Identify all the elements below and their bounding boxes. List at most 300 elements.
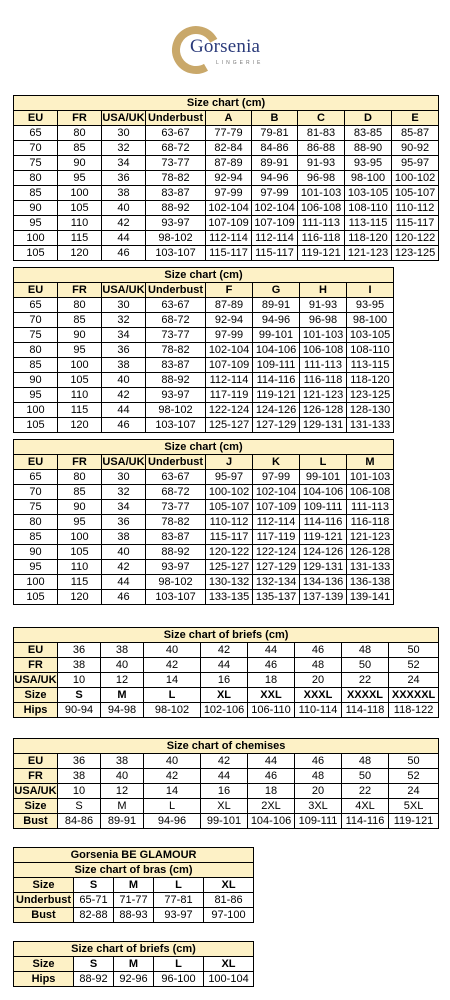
table-cell: 112-114 [253,515,300,530]
table-cell: XL [201,799,248,814]
table-cell: 100 [14,231,58,246]
table-cell: 106-110 [248,703,295,718]
table-row [14,403,394,418]
table-cell: 96-98 [300,313,347,328]
table-cell: 117-119 [206,388,253,403]
table-cell: 95 [58,515,102,530]
table-cell: 137-139 [300,590,347,605]
table-cell: 110 [58,388,102,403]
table-cell: 90 [14,545,58,560]
table-cell: 110 [58,560,102,575]
table-cell: 18 [248,784,295,799]
table-cell: 84-86 [252,141,298,156]
table-cell: 93-97 [154,908,204,923]
column-header: Underbust [146,111,206,126]
table-cell: 129-131 [300,418,347,433]
table-cell: 94-96 [252,171,298,186]
table-cell: 98-100 [347,313,394,328]
table-cell: 38 [102,186,146,201]
table-cell: 88-92 [146,373,206,388]
glamour-briefs-size-chart [13,941,254,987]
table-cell: L [144,799,201,814]
table-cell: 119-121 [389,814,439,829]
table-cell: 119-121 [253,388,300,403]
table-cell: 77-79 [206,126,252,141]
table-cell: 119-121 [300,530,347,545]
table-cell: 135-137 [253,590,300,605]
table-cell: 127-129 [253,560,300,575]
table-cell: 20 [295,784,342,799]
table-cell: 68-72 [146,313,206,328]
table-cell: 115-117 [206,246,252,261]
table-cell: 103-107 [146,418,206,433]
table-cell: 85-87 [392,126,439,141]
table-cell: 50 [389,754,439,769]
table-cell: 90 [14,373,58,388]
table-cell: 94-96 [253,313,300,328]
table-cell: 93-97 [146,388,206,403]
table-cell: 2XL [248,799,295,814]
table-cell: 115 [58,575,102,590]
table-row [14,358,394,373]
table-header-row [14,111,439,126]
table-title: Size chart of chemises [14,739,439,754]
table-cell: 102-104 [206,201,252,216]
table-title: Size chart (cm) [14,440,394,455]
table-cell: 91-93 [298,156,345,171]
row-header: Bust [14,814,58,829]
table-cell: 36 [102,171,146,186]
table-cell: 97-99 [252,186,298,201]
table-cell: 95-97 [392,156,439,171]
table-cell: 113-115 [345,216,392,231]
table-title-row [14,440,394,455]
table-cell: 100 [58,530,102,545]
table-cell: 105-107 [392,186,439,201]
column-header: FR [58,111,102,126]
table-cell: S [58,799,101,814]
table-title: Size chart (cm) [14,96,439,111]
row-header: Hips [14,703,58,718]
table-cell: 126-128 [347,545,394,560]
table-cell: 114-116 [253,373,300,388]
table-cell: 40 [144,643,201,658]
row-header: Size [14,957,74,972]
table-cell: 118-120 [347,373,394,388]
table-cell: 95 [58,343,102,358]
table-cell: 117-119 [253,530,300,545]
table-cell: 68-72 [146,485,206,500]
table-cell: 131-133 [347,418,394,433]
table-cell: 120 [58,418,102,433]
table-cell: 132-134 [253,575,300,590]
table-cell: 80 [58,126,102,141]
table-cell: 12 [101,784,144,799]
table-cell: 111-113 [347,500,394,515]
row-header: Size [14,878,74,893]
table-cell: 40 [101,658,144,673]
column-header: C [298,111,345,126]
table-row [14,908,254,923]
table-cell: 110 [58,216,102,231]
table-cell: 131-133 [347,560,394,575]
table-cell: 14 [144,784,201,799]
table-cell: XL [201,688,248,703]
table-cell: 48 [295,769,342,784]
table-cell: 3XL [295,799,342,814]
table-row [14,545,394,560]
table-cell: M [101,799,144,814]
table-cell: 95 [14,560,58,575]
table-cell: 91-93 [300,298,347,313]
table-row [14,799,439,814]
table-cell: 98-102 [146,231,206,246]
table-title-row [14,268,394,283]
table-cell: 78-82 [146,343,206,358]
column-header: I [347,283,394,298]
table-cell: 95 [58,171,102,186]
table-row [14,231,439,246]
table-cell: 101-103 [347,470,394,485]
table-cell: 115-117 [252,246,298,261]
brand-logo [170,22,280,82]
table-cell: 121-123 [345,246,392,261]
table-cell: XXXXXL [389,688,439,703]
column-header: D [345,111,392,126]
table-cell: 90 [14,201,58,216]
table-cell: 120 [58,590,102,605]
table-cell: 77-81 [154,893,204,908]
table-cell: 65 [14,298,58,313]
table-row [14,343,394,358]
table-cell: 85 [14,186,58,201]
table-row [14,470,394,485]
table-cell: 46 [102,246,146,261]
table-cell: 105 [14,418,58,433]
table-cell: 40 [144,754,201,769]
table-cell: 98-102 [146,403,206,418]
table-cell: 90 [58,156,102,171]
table-cell: 30 [102,298,146,313]
table-cell: 126-128 [300,403,347,418]
table-cell: 104-106 [248,814,295,829]
column-header: FR [58,283,102,298]
table-row [14,784,439,799]
table-row [14,201,439,216]
table-cell: 106-108 [298,201,345,216]
table-header-row [14,455,394,470]
column-header: USA/UK [102,112,145,124]
table-title-row [14,863,254,878]
table-row [14,246,439,261]
table-row [14,688,439,703]
table-row [14,814,439,829]
table-cell: 100-102 [206,485,253,500]
table-cell: 48 [342,643,389,658]
table-cell: 95 [14,388,58,403]
table-cell: 80 [14,515,58,530]
table-cell: 127-129 [253,418,300,433]
table-cell: 102-104 [206,343,253,358]
table-cell: 32 [102,313,146,328]
table-cell: 100 [14,403,58,418]
table-cell: 46 [102,418,146,433]
table-row [14,388,394,403]
table-cell: 50 [342,658,389,673]
table-cell: 42 [102,388,146,403]
table-cell: 120-122 [392,231,439,246]
table-cell: S [74,878,114,893]
table-cell: XL [204,878,254,893]
table-row [14,560,394,575]
table-row [14,530,394,545]
column-header: Underbust [146,283,206,298]
table-cell: 83-87 [146,530,206,545]
table-cell: 116-118 [347,515,394,530]
table-row [14,156,439,171]
column-header: USA/UK [102,456,145,468]
table-cell: 99-101 [300,470,347,485]
table-cell: 120 [58,246,102,261]
table-cell: 30 [102,126,146,141]
table-cell: 98-102 [146,575,206,590]
table-cell: 125-127 [206,418,253,433]
table-cell: 103-107 [146,246,206,261]
table-cell: 100 [58,186,102,201]
table-cell: 52 [389,658,439,673]
table-title: Size chart of briefs (cm) [14,628,439,643]
table-row [14,957,254,972]
table-cell: 81-86 [204,893,254,908]
table-cell: 22 [342,784,389,799]
table-cell: 73-77 [146,156,206,171]
table-cell: 87-89 [206,298,253,313]
table-cell: 129-131 [300,560,347,575]
table-cell: XL [204,957,254,972]
table-cell: 24 [389,784,439,799]
table-cell: 46 [295,754,342,769]
table-cell: 90 [58,500,102,515]
column-header: F [206,283,253,298]
table-cell: 75 [14,156,58,171]
table-row [14,141,439,156]
table-row [14,216,439,231]
column-header: A [206,111,252,126]
table-cell: 123-125 [392,246,439,261]
table-cell: 124-126 [300,545,347,560]
table-cell: M [101,688,144,703]
table-cell: 93-97 [146,216,206,231]
table-cell: 34 [102,156,146,171]
table-cell: 65 [14,470,58,485]
table-cell: XXXXL [342,688,389,703]
table-header-row [14,283,394,298]
table-cell: 85 [58,313,102,328]
table-cell: 107-109 [252,216,298,231]
table-cell: 83-87 [146,186,206,201]
table-cell: 42 [102,216,146,231]
table-cell: 38 [58,658,101,673]
table-cell: 123-125 [347,388,394,403]
table-cell: 105 [14,246,58,261]
table-cell: 97-99 [253,470,300,485]
column-header: B [252,111,298,126]
row-header: FR [14,769,58,784]
table-cell: 68-72 [146,141,206,156]
table-cell: 104-106 [300,485,347,500]
table-cell: 100-104 [204,972,254,987]
table-cell: 94-98 [101,703,144,718]
glamour-bras-size-chart [13,847,254,923]
table-cell: 44 [248,643,295,658]
table-cell: 105 [58,201,102,216]
table-cell: 42 [102,560,146,575]
column-header: H [300,283,347,298]
table-row [14,590,394,605]
table-row [14,485,394,500]
table-cell: 42 [201,643,248,658]
table-cell: 112-114 [206,373,253,388]
column-header: E [392,111,439,126]
table-cell: 97-99 [206,328,253,343]
table-cell: 42 [144,769,201,784]
table-cell: 102-104 [252,201,298,216]
table-cell: 18 [248,673,295,688]
table-cell: 40 [102,545,146,560]
table-row [14,171,439,186]
table-row [14,418,394,433]
table-cell: 86-88 [298,141,345,156]
table-row [14,313,394,328]
table-cell: 16 [201,784,248,799]
table-cell: 98-102 [144,703,201,718]
table-cell: S [58,688,101,703]
table-row [14,575,394,590]
table-cell: 105-107 [206,500,253,515]
table-cell: 101-103 [298,186,345,201]
table-cell: 116-118 [300,373,347,388]
table-cell: 121-123 [300,388,347,403]
column-header: USA/UK [102,284,145,296]
table-cell: 79-81 [252,126,298,141]
table-cell: 112-114 [206,231,252,246]
table-cell: 115 [58,403,102,418]
table-cell: 96-100 [154,972,204,987]
table-cell: M [114,957,154,972]
table-row [14,893,254,908]
table-cell: 89-91 [253,298,300,313]
table-cell: 70 [14,485,58,500]
table-cell: 34 [102,328,146,343]
table-cell: 16 [201,673,248,688]
table-cell: 110-114 [295,703,342,718]
table-cell: 80 [58,470,102,485]
table-cell: 38 [102,358,146,373]
table-row [14,126,439,141]
table-cell: 114-118 [342,703,389,718]
table-cell: 40 [101,769,144,784]
table-cell: 82-84 [206,141,252,156]
row-header: USA/UK [14,674,57,686]
table-row [14,673,439,688]
table-cell: 83-85 [345,126,392,141]
table-cell: 36 [58,754,101,769]
table-cell: 73-77 [146,328,206,343]
table-cell: L [154,878,204,893]
table-cell: 130-132 [206,575,253,590]
bra-size-chart-a-e [13,95,439,261]
table-cell: 115-117 [392,216,439,231]
table-cell: 75 [14,500,58,515]
table-cell: 106-108 [347,485,394,500]
briefs-size-chart [13,627,439,718]
table-cell: 116-118 [298,231,345,246]
table-cell: 63-67 [146,470,206,485]
table-cell: 78-82 [146,515,206,530]
table-cell: 103-105 [345,186,392,201]
table-cell: 22 [342,673,389,688]
table-cell: 99-101 [201,814,248,829]
table-cell: 100-102 [392,171,439,186]
table-cell: 98-100 [345,171,392,186]
table-cell: 52 [389,769,439,784]
table-cell: 110-112 [392,201,439,216]
table-title: Size chart of bras (cm) [14,863,254,878]
table-cell: 44 [201,769,248,784]
row-header: USA/UK [14,785,57,797]
table-cell: 99-101 [253,328,300,343]
table-title-row [14,942,254,957]
table-cell: 46 [295,643,342,658]
table-cell: 36 [102,515,146,530]
table-cell: 90-94 [58,703,101,718]
table-cell: 46 [102,590,146,605]
table-cell: 48 [342,754,389,769]
table-cell: 36 [102,343,146,358]
table-cell: 97-100 [204,908,254,923]
table-cell: 109-111 [300,500,347,515]
table-row [14,754,439,769]
table-cell: 95 [14,216,58,231]
table-cell: 42 [201,754,248,769]
table-row [14,658,439,673]
table-title-row [14,628,439,643]
table-cell: 108-110 [347,343,394,358]
table-cell: 38 [102,530,146,545]
table-cell: 122-124 [253,545,300,560]
table-cell: 88-90 [345,141,392,156]
table-cell: 93-97 [146,560,206,575]
row-header: Size [14,799,58,814]
table-cell: 89-91 [252,156,298,171]
table-cell: 40 [102,373,146,388]
table-cell: 50 [342,769,389,784]
row-header: Size [14,688,58,703]
table-cell: 70 [14,313,58,328]
table-cell: 136-138 [347,575,394,590]
table-cell: 4XL [342,799,389,814]
table-cell: 42 [144,658,201,673]
table-cell: 97-99 [206,186,252,201]
column-header: FR [58,455,102,470]
table-cell: 120-122 [206,545,253,560]
table-cell: 104-106 [253,343,300,358]
table-cell: 114-116 [300,515,347,530]
column-header: G [253,283,300,298]
table-cell: 88-92 [146,545,206,560]
table-cell: 10 [58,784,101,799]
table-cell: 38 [58,769,101,784]
